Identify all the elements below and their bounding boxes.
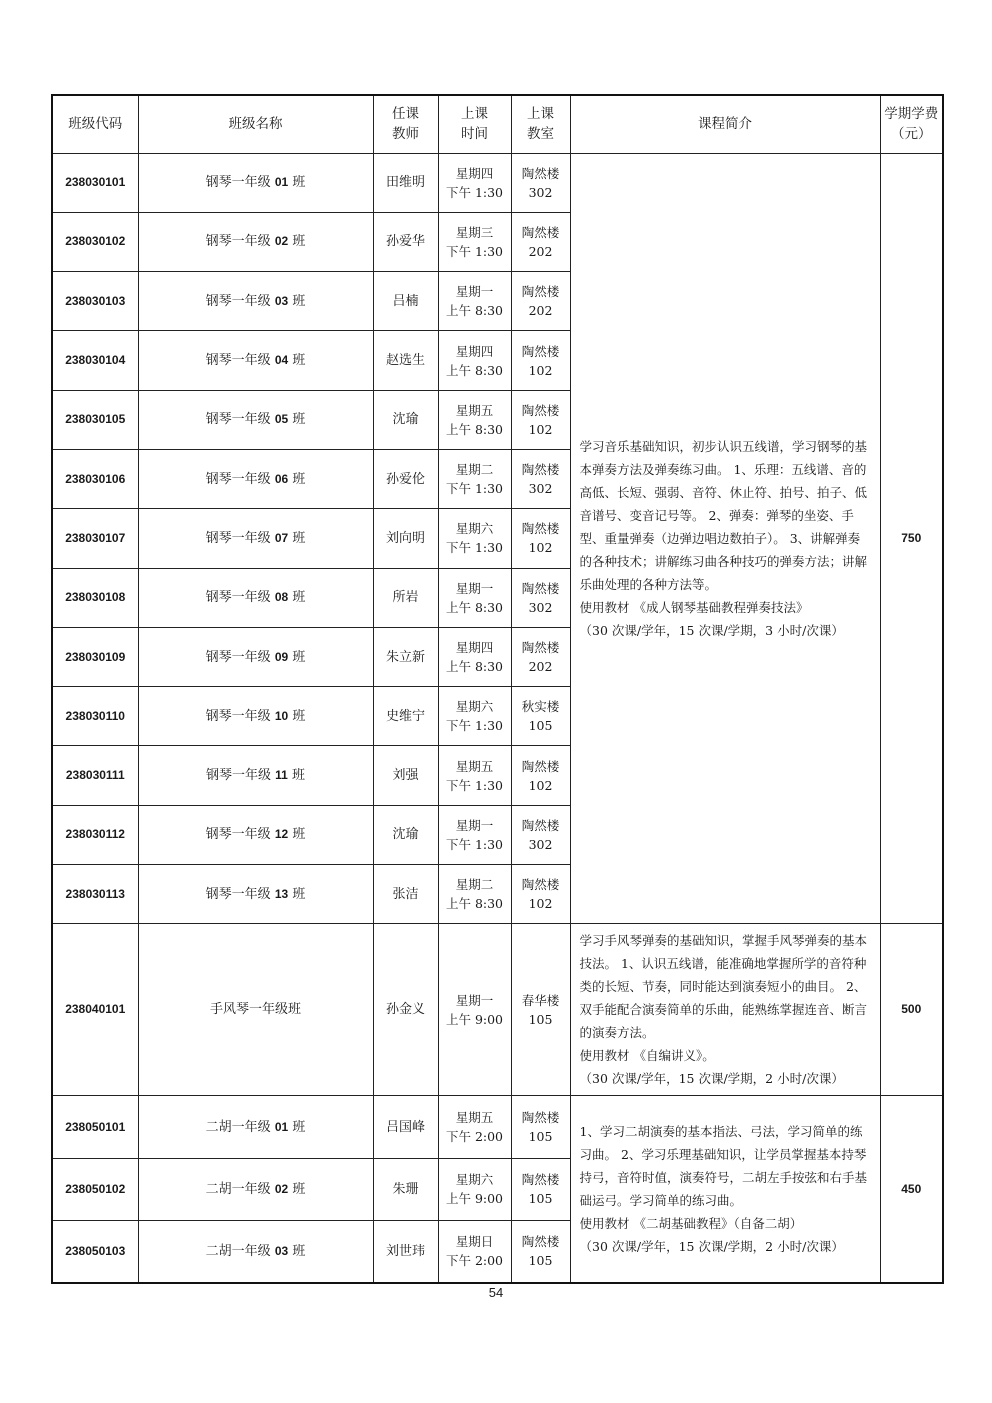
class-hour: 上午 8:30 [445, 599, 504, 615]
room-number: 102 [528, 896, 553, 912]
building: 陶然楼 [521, 343, 560, 359]
class-name-text: 钢琴一年级 [205, 412, 271, 428]
class-day: 星期一 [455, 992, 494, 1008]
class-number: 12 [274, 827, 289, 842]
header-intro: 课程简介 [570, 95, 880, 153]
room-number: 102 [528, 777, 553, 793]
class-name-text: 钢琴一年级 [206, 768, 272, 784]
building: 春华楼 [521, 992, 560, 1008]
class-name [138, 449, 373, 508]
class-code: 238030105 [52, 390, 138, 449]
class-name-text: 钢琴一年级 [205, 471, 271, 487]
class-name [138, 865, 373, 924]
class-hour: 上午 8:30 [445, 896, 504, 912]
intro-schedule: （30 次课/学年，15 次课/学期，3 小时/次课） [579, 622, 844, 638]
room-number: 202 [528, 303, 553, 319]
course-intro [570, 1096, 880, 1283]
class-hour: 下午 1:30 [445, 243, 504, 259]
class-time [438, 924, 511, 1096]
class-time [438, 449, 511, 508]
class-suffix: 班 [292, 353, 306, 369]
class-hour: 上午 8:30 [445, 421, 504, 437]
class-suffix: 班 [292, 234, 306, 250]
class-suffix: 班 [292, 1243, 306, 1259]
room-number: 105 [528, 1129, 553, 1144]
class-name-text: 二胡一年级 [205, 1243, 271, 1259]
class-hour: 上午 8:30 [445, 362, 504, 378]
class-day: 星期四 [455, 165, 494, 181]
class-name [138, 153, 373, 212]
table-body [52, 153, 943, 1283]
class-time [438, 272, 511, 331]
class-day: 星期一 [455, 817, 494, 833]
class-number: 06 [274, 471, 289, 486]
class-name [138, 746, 373, 805]
class-name [138, 687, 373, 746]
teacher: 所岩 [373, 568, 438, 627]
table-row [52, 153, 943, 212]
class-time [438, 509, 511, 568]
classroom [511, 746, 570, 805]
classroom [511, 153, 570, 212]
class-time [438, 390, 511, 449]
class-hour: 下午 1:30 [445, 836, 504, 852]
class-hour: 上午 9:00 [445, 1191, 504, 1207]
class-name-text: 手风琴一年级班 [209, 1002, 301, 1018]
class-code: 238030102 [52, 212, 138, 271]
header-class-name: 班级名称 [138, 95, 373, 153]
room-number: 102 [528, 421, 553, 437]
class-number: 01 [274, 1119, 289, 1134]
class-name [138, 1158, 373, 1220]
class-number: 05 [274, 412, 289, 427]
page-number: 54 [488, 1285, 504, 1300]
header-row [52, 95, 943, 153]
course-intro [570, 153, 880, 924]
class-name [138, 1096, 373, 1158]
teacher: 赵选生 [373, 331, 438, 390]
class-time [438, 331, 511, 390]
class-time [438, 568, 511, 627]
class-day: 星期一 [455, 284, 494, 300]
class-day: 星期四 [455, 640, 494, 656]
class-number: 03 [274, 1243, 289, 1258]
teacher: 孙爱伦 [373, 449, 438, 508]
class-name-text: 钢琴一年级 [205, 530, 271, 546]
class-number: 02 [274, 1181, 289, 1196]
table-row [52, 924, 943, 1096]
room-number: 105 [528, 1253, 553, 1269]
class-name-text: 钢琴一年级 [205, 708, 271, 724]
building: 陶然楼 [521, 165, 560, 181]
class-time [438, 805, 511, 864]
class-code: 238030111 [52, 746, 138, 805]
class-number: 01 [274, 175, 289, 190]
teacher: 刘世玮 [373, 1220, 438, 1282]
class-code: 238030104 [52, 331, 138, 390]
class-code: 238030106 [52, 449, 138, 508]
class-number: 11 [275, 768, 288, 783]
class-name [138, 390, 373, 449]
building: 陶然楼 [521, 1172, 560, 1188]
class-code: 238030113 [52, 865, 138, 924]
classroom [511, 1158, 570, 1220]
class-code: 238050101 [52, 1096, 138, 1158]
intro-text: 学习手风琴弹奏的基础知识，掌握手风琴弹奏的基本技法。 1、认识五线谱，能准确地掌握所学的音符种类的长短、节奏，同时能达到演奏短小的曲目。 2、双手能配合演奏简单的乐曲，能熟练掌握连音、断言的演奏方法。 [579, 933, 868, 1041]
class-number: 02 [274, 234, 289, 249]
class-time [438, 746, 511, 805]
class-hour: 下午 1:30 [445, 777, 504, 793]
teacher: 刘向明 [373, 509, 438, 568]
course-intro [570, 924, 880, 1096]
class-name [138, 509, 373, 568]
building: 陶然楼 [521, 224, 560, 240]
class-suffix: 班 [292, 175, 306, 191]
class-suffix: 班 [292, 708, 306, 724]
class-number: 09 [274, 649, 289, 664]
building: 陶然楼 [521, 1110, 560, 1125]
class-suffix: 班 [292, 1119, 306, 1135]
teacher: 张洁 [373, 865, 438, 924]
class-name [138, 272, 373, 331]
class-suffix: 班 [292, 530, 306, 546]
building: 陶然楼 [521, 521, 560, 537]
class-time [438, 865, 511, 924]
classroom [511, 924, 570, 1096]
intro-schedule: （30 次课/学年，15 次课/学期，2 小时/次课） [579, 1071, 844, 1087]
class-name-text: 二胡一年级 [205, 1181, 271, 1197]
class-code: 238030103 [52, 272, 138, 331]
class-time [438, 212, 511, 271]
class-code: 238030108 [52, 568, 138, 627]
class-name-text: 钢琴一年级 [205, 590, 271, 606]
classroom [511, 212, 570, 271]
building: 陶然楼 [521, 462, 560, 478]
class-name [138, 924, 373, 1096]
classroom [511, 390, 570, 449]
header-fee: 学期学费 （元） [880, 95, 943, 153]
classroom [511, 272, 570, 331]
class-name-text: 钢琴一年级 [205, 234, 271, 250]
classroom [511, 687, 570, 746]
class-day: 星期五 [455, 758, 494, 774]
room-number: 102 [528, 362, 553, 378]
class-name-text: 钢琴一年级 [205, 649, 271, 665]
class-time [438, 627, 511, 686]
class-code: 238030101 [52, 153, 138, 212]
class-day: 星期六 [455, 521, 494, 537]
teacher: 朱立新 [373, 627, 438, 686]
class-number: 04 [274, 353, 289, 368]
class-code: 238030112 [52, 805, 138, 864]
class-number: 13 [274, 886, 289, 901]
class-code: 238040101 [52, 924, 138, 1096]
room-number: 302 [528, 184, 553, 200]
class-number: 10 [274, 708, 289, 723]
class-suffix: 班 [292, 827, 306, 843]
classroom [511, 865, 570, 924]
classroom [511, 1096, 570, 1158]
building: 陶然楼 [521, 284, 560, 300]
class-name [138, 212, 373, 271]
intro-schedule: （30 次课/学年，15 次课/学期，2 小时/次课） [579, 1239, 844, 1255]
class-suffix: 班 [292, 886, 306, 902]
semester-fee: 500 [880, 924, 943, 1096]
class-suffix: 班 [292, 590, 306, 606]
building: 陶然楼 [521, 1234, 560, 1250]
semester-fee: 750 [880, 153, 943, 924]
class-name-text: 钢琴一年级 [205, 293, 271, 309]
header-room: 上课 教室 [511, 95, 570, 153]
class-day: 星期六 [455, 1172, 494, 1188]
teacher: 朱珊 [373, 1158, 438, 1220]
header-class-code: 班级代码 [52, 95, 138, 153]
intro-textbook: 使用教材 《二胡基础教程》（自备二胡） [579, 1216, 803, 1232]
room-number: 105 [528, 1191, 553, 1207]
teacher: 田维明 [373, 153, 438, 212]
class-time [438, 153, 511, 212]
classroom [511, 1220, 570, 1282]
class-name-text: 钢琴一年级 [205, 175, 271, 191]
table-row [52, 1096, 943, 1158]
classroom [511, 805, 570, 864]
class-name-text: 钢琴一年级 [205, 886, 271, 902]
class-time [438, 687, 511, 746]
teacher: 史维宁 [373, 687, 438, 746]
room-number: 302 [528, 481, 553, 497]
class-time [438, 1158, 511, 1220]
class-suffix: 班 [292, 471, 306, 487]
classroom [511, 627, 570, 686]
class-time [438, 1220, 511, 1282]
class-name [138, 1220, 373, 1282]
class-hour: 下午 2:00 [445, 1253, 504, 1269]
class-hour: 下午 1:30 [445, 718, 504, 734]
class-name [138, 627, 373, 686]
class-day: 星期五 [455, 402, 494, 418]
class-number: 07 [274, 530, 289, 545]
class-hour: 下午 2:00 [445, 1129, 504, 1144]
teacher: 沈瑜 [373, 390, 438, 449]
class-day: 星期三 [455, 224, 494, 240]
class-number: 03 [274, 293, 289, 308]
class-day: 星期二 [455, 462, 494, 478]
class-suffix: 班 [292, 412, 306, 428]
class-code: 238030110 [52, 687, 138, 746]
room-number: 105 [528, 718, 553, 734]
room-number: 102 [528, 540, 553, 556]
class-name-text: 二胡一年级 [205, 1119, 271, 1135]
building: 秋实楼 [521, 699, 560, 715]
building: 陶然楼 [521, 640, 560, 656]
teacher: 吕国峰 [373, 1096, 438, 1158]
class-time [438, 1096, 511, 1158]
class-suffix: 班 [292, 1181, 306, 1197]
room-number: 105 [528, 1011, 553, 1027]
class-code: 238030107 [52, 509, 138, 568]
intro-text: 学习音乐基础知识，初步认识五线谱，学习钢琴的基本弹奏方法及弹奏练习曲。 1、乐理：五线谱、音的高低、长短、强弱、音符、休止符、拍号、拍子、低音谱号、变音记号等。 2、弹奏：弹琴的坐姿、手型、重量弹奏（边弹边唱边数拍子）。 3、讲解弹奏的各种技术；讲解练习曲各种技巧的弹奏方法；讲解乐曲处理的各种方法等。 [579, 438, 868, 592]
room-number: 202 [528, 659, 553, 675]
semester-fee: 450 [880, 1096, 943, 1283]
classroom [511, 331, 570, 390]
classroom [511, 568, 570, 627]
class-hour: 上午 8:30 [445, 303, 504, 319]
class-hour: 上午 9:00 [445, 1011, 504, 1027]
intro-text: 1、学习二胡演奏的基本指法、弓法，学习简单的练习曲。 2、学习乐理基础知识，让学员掌握基本持琴持弓，音符时值，演奏符号，二胡左手按弦和右手基础运弓。学习简单的练习曲。 [579, 1124, 868, 1209]
class-suffix: 班 [292, 649, 306, 665]
room-number: 302 [528, 836, 553, 852]
building: 陶然楼 [521, 580, 560, 596]
class-hour: 下午 1:30 [445, 540, 504, 556]
teacher: 刘强 [373, 746, 438, 805]
class-hour: 上午 8:30 [445, 659, 504, 675]
course-schedule-table [51, 94, 944, 1284]
classroom [511, 449, 570, 508]
class-day: 星期二 [455, 877, 494, 893]
teacher: 吕楠 [373, 272, 438, 331]
building: 陶然楼 [521, 402, 560, 418]
teacher: 沈瑜 [373, 805, 438, 864]
class-name [138, 568, 373, 627]
class-name [138, 331, 373, 390]
class-suffix: 班 [291, 768, 305, 784]
intro-textbook: 使用教材 《自编讲义》。 [579, 1048, 715, 1064]
building: 陶然楼 [521, 758, 560, 774]
building: 陶然楼 [521, 817, 560, 833]
class-code: 238050103 [52, 1220, 138, 1282]
room-number: 202 [528, 243, 553, 259]
class-hour: 下午 1:30 [445, 184, 504, 200]
class-hour: 下午 1:30 [445, 481, 504, 497]
building: 陶然楼 [521, 877, 560, 893]
class-suffix: 班 [292, 293, 306, 309]
room-number: 302 [528, 599, 553, 615]
class-day: 星期一 [455, 580, 494, 596]
classroom [511, 509, 570, 568]
class-day: 星期六 [455, 699, 494, 715]
class-day: 星期四 [455, 343, 494, 359]
class-day: 星期日 [455, 1234, 494, 1250]
teacher: 孙金义 [373, 924, 438, 1096]
class-number: 08 [274, 590, 289, 605]
class-day: 星期五 [455, 1110, 494, 1125]
class-code: 238030109 [52, 627, 138, 686]
class-name [138, 805, 373, 864]
header-time: 上课 时间 [438, 95, 511, 153]
header-teacher: 任课 教师 [373, 95, 438, 153]
class-code: 238050102 [52, 1158, 138, 1220]
class-name-text: 钢琴一年级 [205, 827, 271, 843]
teacher: 孙爱华 [373, 212, 438, 271]
intro-textbook: 使用教材 《成人钢琴基础教程弹奏技法》 [579, 599, 809, 615]
class-name-text: 钢琴一年级 [205, 353, 271, 369]
